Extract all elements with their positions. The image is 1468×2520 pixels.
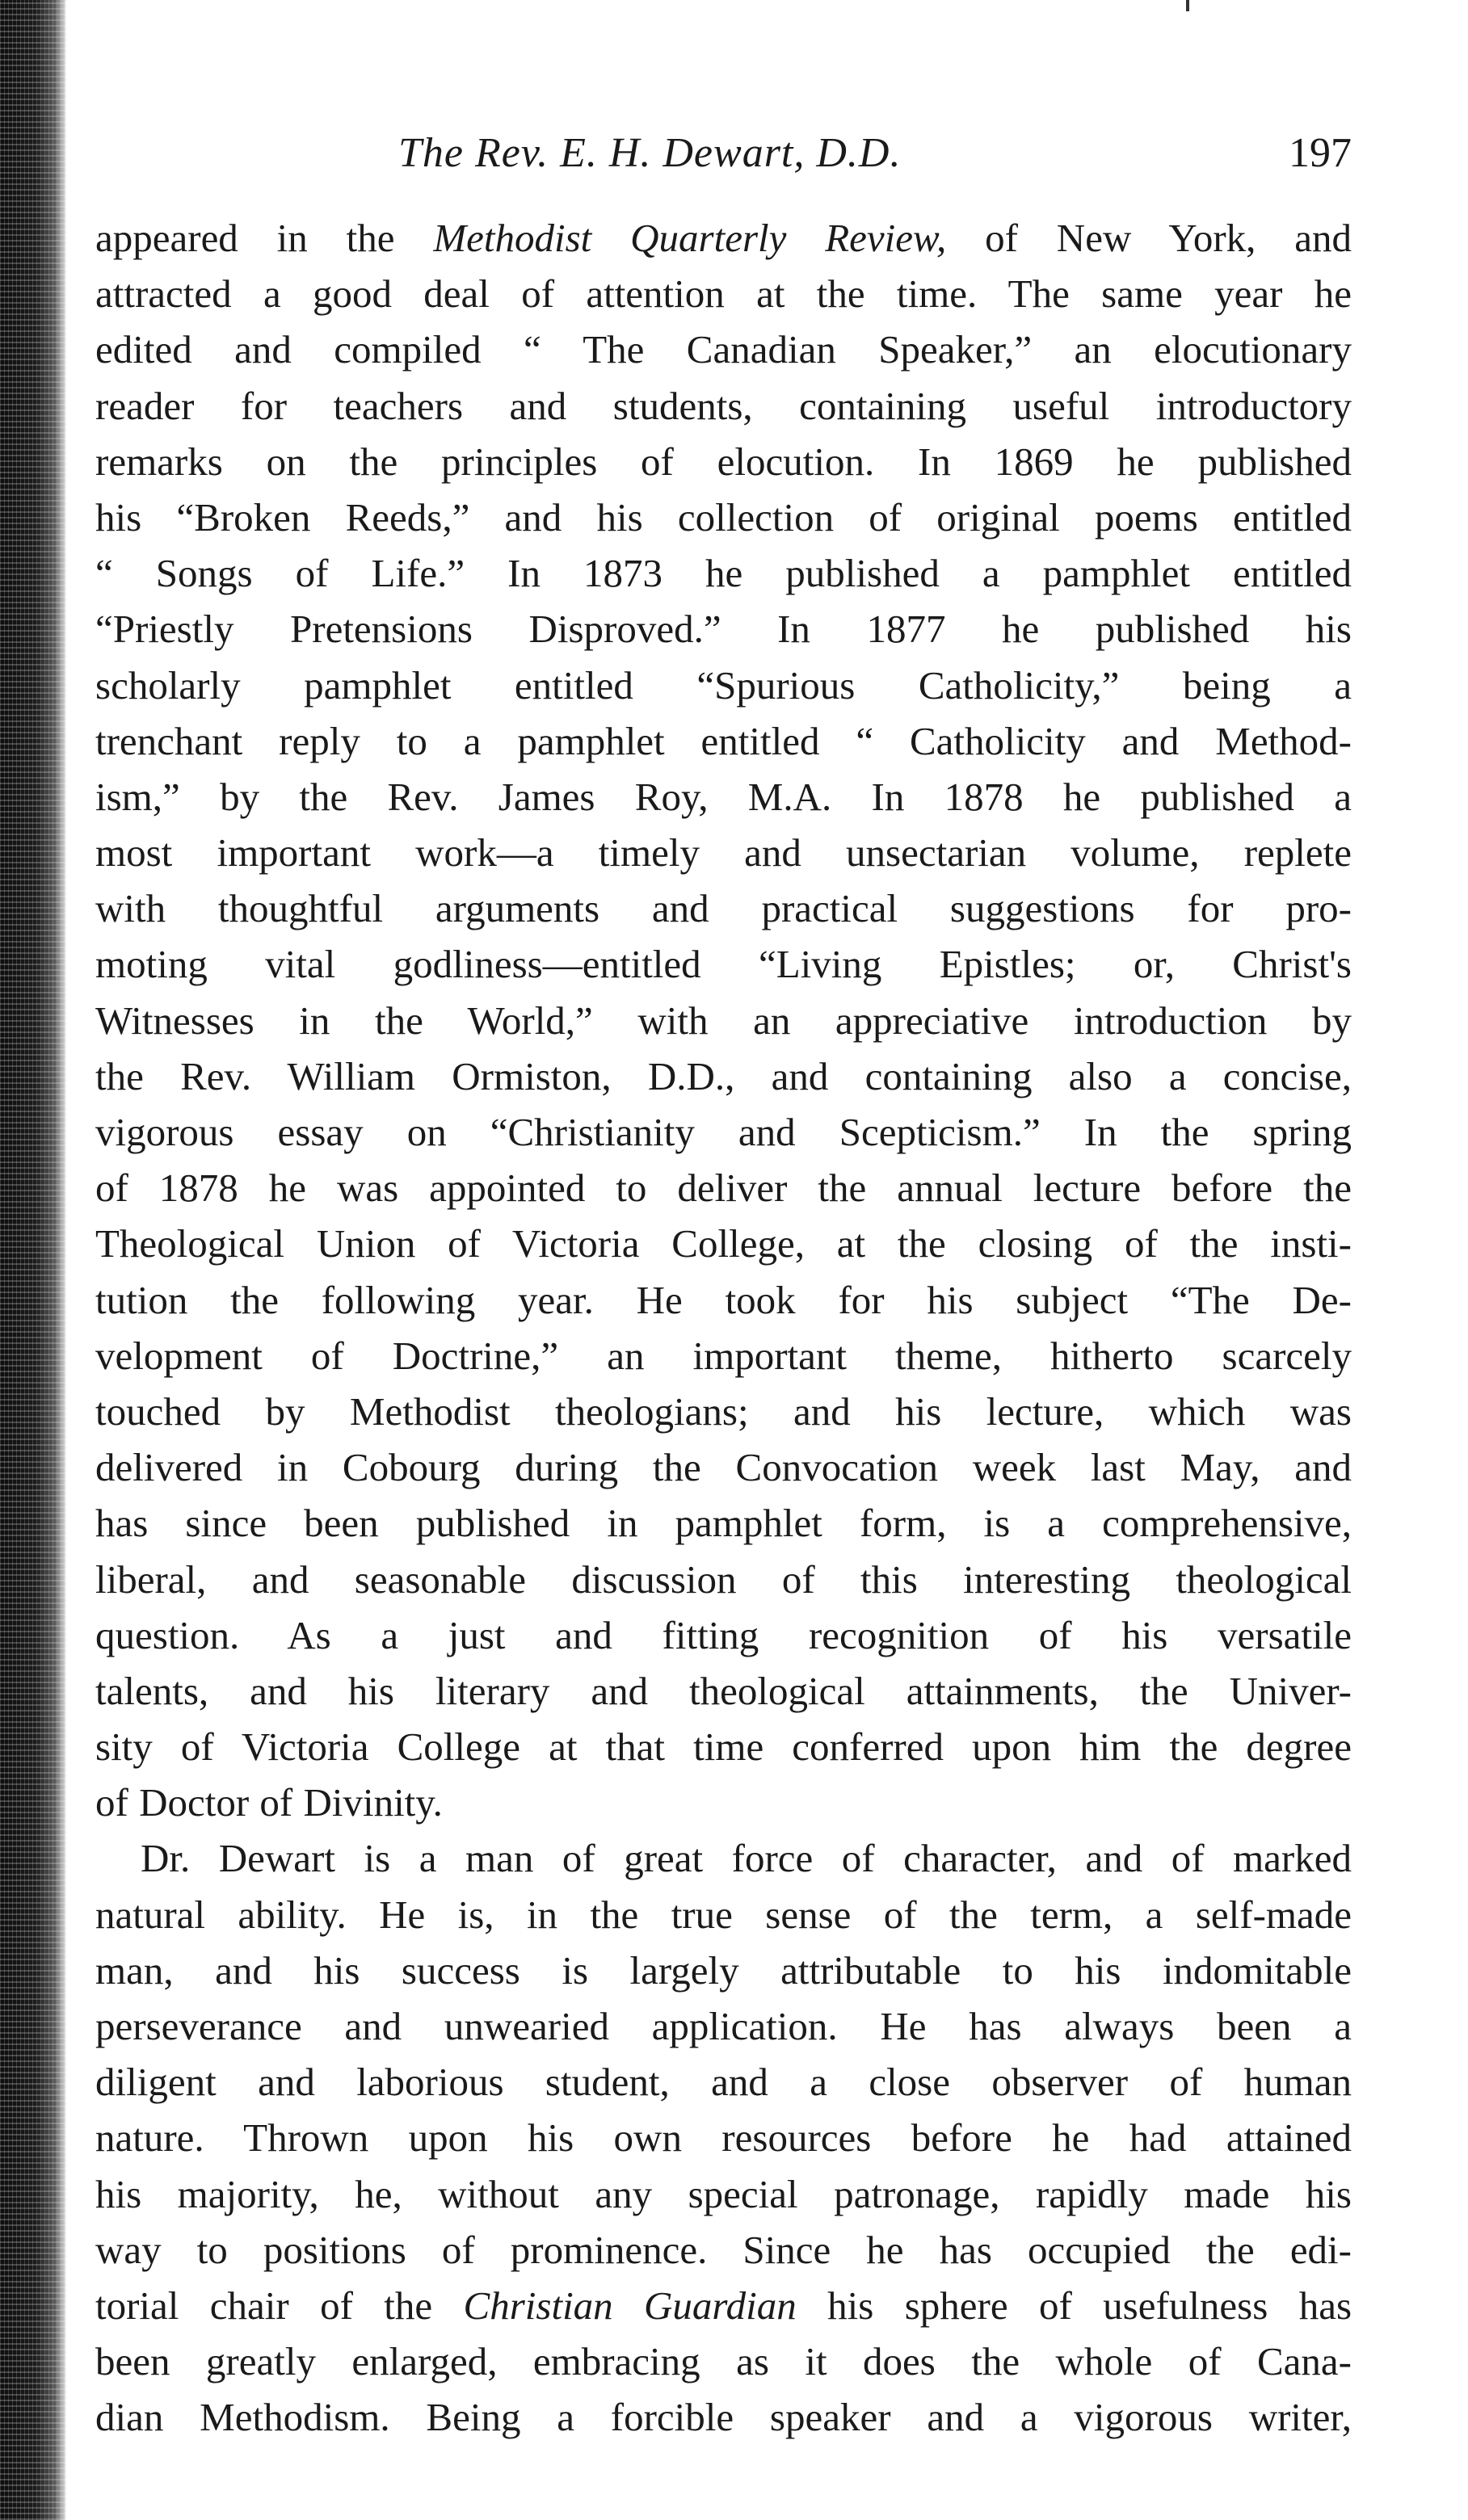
text-line: of Doctor of Divinity. — [95, 1780, 443, 1825]
text-line: perseverance and unwearied application. He has always been a — [95, 2004, 1352, 2048]
page-header — [95, 121, 1352, 186]
text-line: reader for teachers and students, containing useful introductory — [95, 383, 1352, 428]
text-line: scholarly pamphlet entitled “Spurious Catholicity,” being a — [95, 662, 1352, 708]
text-line: Witnesses in the World,” with an appreciative introduction by — [95, 998, 1352, 1043]
text-line: nature. Thrown upon his own resources before he had attained — [95, 2115, 1352, 2161]
text-run: his sphere of usefulness has — [796, 2283, 1352, 2328]
text-line: with thoughtful arguments and practical suggestions for pro- — [95, 886, 1352, 931]
text-line: dian Methodism. Being a forcible speaker and a vigorous writer, — [95, 2395, 1352, 2440]
text-line: “ Songs of Life.” In 1873 he published a pamphlet entitled — [95, 551, 1352, 596]
text-line: of 1878 he was appointed to deliver the annual lecture before the — [95, 1166, 1352, 1211]
text-run: appeared in the — [95, 216, 434, 260]
text-line: velopment of Doctrine,” an important theme, hitherto scarcely — [95, 1333, 1352, 1378]
newspaper-title-italic: Christian Guardian — [463, 2283, 797, 2328]
text-run: of New York, and — [946, 216, 1352, 260]
text-line: ism,” by the Rev. James Roy, M.A. In 1878 he published a — [95, 774, 1352, 819]
text-line: his majority, he, without any special patronage, rapidly made his — [95, 2171, 1352, 2216]
paragraph-2 — [95, 1830, 1352, 2445]
text-line: vigorous essay on “Christianity and Scepticism.” In the spring — [95, 1110, 1352, 1154]
text-line: attracted a good deal of attention at the time. The same year he — [95, 271, 1352, 317]
text-line: question. As a just and fitting recognition of his versatile — [95, 1612, 1352, 1657]
journal-title-italic: Methodist Quarterly Review, — [433, 216, 947, 260]
text-line: man, and his success is largely attributable to his indomitable — [95, 1947, 1352, 1993]
text-line: tution the following year. He took for his subject “The De- — [95, 1277, 1352, 1322]
text-line: trenchant reply to a pamphlet entitled “ Catholicity and Method- — [95, 718, 1352, 763]
page-number: 197 — [1289, 130, 1352, 176]
text-line: diligent and laborious student, and a close observer of human — [95, 2060, 1352, 2105]
text-line: touched by Methodist theologians; and his lecture, which was — [95, 1388, 1352, 1434]
text-run: torial chair of the — [95, 2283, 464, 2328]
text-line: sity of Victoria College at that time conferred upon him the degree — [95, 1724, 1352, 1770]
text-line: been greatly enlarged, embracing as it does the whole of Cana- — [95, 2339, 1352, 2384]
text-line: remarks on the principles of elocution. In 1869 he published — [95, 439, 1352, 484]
text-line: most important work—a timely and unsectarian volume, replete — [95, 830, 1352, 876]
text-line: edited and compiled “ The Canadian Speaker,” an elocutionary — [95, 327, 1352, 372]
text-line: Dr. Dewart is a man of great force of character, and of marked — [141, 1836, 1352, 1881]
text-line — [95, 2278, 1352, 2333]
text-line — [95, 210, 1352, 266]
text-line: delivered in Cobourg during the Convocation week last May, and — [95, 1445, 1352, 1490]
text-line: the Rev. William Ormiston, D.D., and containing also a concise, — [95, 1053, 1352, 1098]
text-line: has since been published in pamphlet form, is a comprehensive, — [95, 1501, 1352, 1546]
paragraph-1 — [95, 210, 1352, 1830]
text-line: way to positions of prominence. Since he has occupied the edi- — [95, 2227, 1352, 2272]
running-title: The Rev. E. H. Dewart, D.D. — [398, 130, 902, 176]
text-line: moting vital godliness—entitled “Living Epistles; or, Christ's — [95, 942, 1352, 987]
scan-mark — [1186, 0, 1189, 11]
text-line: natural ability. He is, in the true sense of the term, a self-made — [95, 1892, 1352, 1937]
text-line: “Priestly Pretensions Disproved.” In 1877 he published his — [95, 607, 1352, 652]
text-line: Theological Union of Victoria College, at the closing of the insti- — [95, 1221, 1352, 1266]
text-line: talents, and his literary and theological attainments, the Univer- — [95, 1668, 1352, 1713]
body-text — [95, 210, 1352, 2446]
text-line: liberal, and seasonable discussion of this interesting theological — [95, 1556, 1352, 1602]
text-line: his “Broken Reeds,” and his collection of original poems entitled — [95, 494, 1352, 540]
book-spine-edge — [0, 0, 66, 2520]
